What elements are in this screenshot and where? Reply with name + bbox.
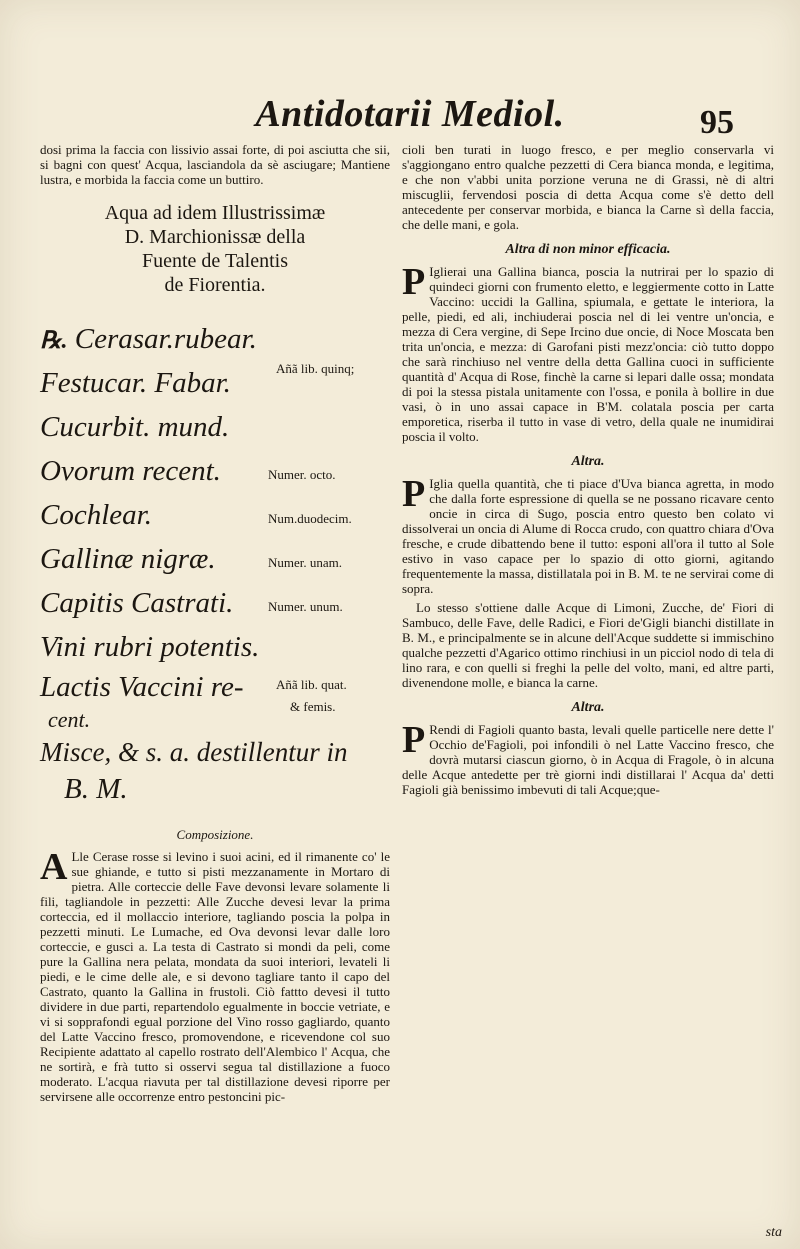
ingredient-quantity: Numer. unam.	[268, 555, 343, 570]
drop-cap: P	[402, 473, 426, 515]
ingredient-row	[40, 455, 390, 499]
right-column	[402, 142, 774, 801]
composition-paragraph: A Lle Cerase rosse si levino i suoi acini, ed il rimanente co' le sue ghiande, e tutto si pisti mezzanamente in Mortaro di pietra. Alle corteccie delle Fave devonsi levare solamente li fili, tagliandole in pezzetti: Alle Zucche devesi levar la prima corteccia, ed il mollaccio interiore, tagliando poscia la polpa in pezzetti minuti. Le Lumache, ed Ova devonsi levar dalle loro corteccie, e gusci a. La testa di Castrato si mondi da peli, come pure la Gallina nera pelata, mondata da suoi interiori, levateli li piedi, e le cime delle ale, e si devono tagliare tanto il capo del Castrato, quanto la Gallina in frustoli. Ciò fattto devesi il tutto dividere in due parti, repartendolo egualmente in boccie vetriate, e vi si sopprafondi egual porzione del Vino rosso gagliardo, quanto del Latte Vaccino fresco, promovendone, e ricevendone col suo Recipiente adattato al capello rostrato dell'Alembico l' Acqua, che ne sortirà, e frà tutto si osservi segua tal distillazione a fuoco moderato. L'acqua riavuta per tal distillazione devesi riporre per servirsene alle occorrenze entro pestoncini pic-	[40, 846, 390, 1104]
ingredient-name: Festucar. Fabar.	[40, 367, 231, 399]
recipe-paragraph: P Rendi di Fagioli quanto basta, levali quelle particelle nere dette l' Occhio de'Fagioli, poi infondili ò nel Latte Vaccino fresco, che dovrà mutarsi ciascun giorno, ò in Acqua di Fragole, ò in alcuna delle Acque antedette per trè giorni indi distillarai l' Acqua da' detti Fagioli già benissimo imbevuti di tali Acque;que-	[402, 719, 774, 797]
ingredient-name: Vini rubri potentis.	[40, 631, 260, 663]
drop-cap: A	[40, 846, 68, 888]
running-title: Antidotarii Mediol.	[255, 93, 565, 135]
ingredient-row	[40, 671, 390, 707]
section-heading: Altra di non minor efficacia.	[505, 242, 671, 257]
ingredient-quantity: Añã lib. quinq;	[276, 361, 355, 376]
recipe-paragraph: P Iglierai una Gallina bianca, poscia la nutrirai per lo spazio di quindeci giorni con frumento eletto, e leggiermente cotto in Latte Vaccino: uccidi la Gallina, spiumala, e gettate le interiora, la pelle, piedi, ed ali, inchiuderai poscia nel di lei ventre un'oncia, e mezza di Cera vergine, di Sepe Ircino due oncie, di Noce Moscata ben trita un'oncia, e mezza: di Garofani pisti mezz'oncia: ciò tutto doppo che sarà rinchiuso nel ventre della detta Gallina cuoci in sufficiente quantità d' Acqua di Rose, finchè la carne si lepari dalle ossa; mondata di poi la stessa pistala unitamente con l'ossa, e ponila à bollire in due vasi, ò in uno assai capace in B'M. colatala poscia per carta emporetica, riserba il tutto in vase di vetro, della quale ne inumidirai poscia il volto.	[402, 261, 774, 444]
recipe-title-line: de Fiorentia.	[164, 274, 266, 296]
recipe-paragraph: Lo stesso s'ottiene dalle Acque di Limoni, Zucche, de' Fiori di Sambuco, delle Fave, delle Radici, e Fiori de'Gigli bianchi distillate in B. M., e principalmente se in alcune dell'Acque suddette si immischino qualche pezzetti d'Agarico ottimo rinchiusi in un picciol nodo di tela di lino rara, e con quelli si freghi la pelle del volto, mani, ed altre parti, divenendone molle, e bianca la carne.	[402, 600, 774, 690]
section-heading: Altra.	[571, 700, 605, 715]
ingredient-name: Misce, & s. a. destillentur in	[40, 737, 348, 767]
drop-cap: P	[402, 261, 426, 303]
ingredient-name: Lactis Vaccini re-	[40, 671, 244, 703]
left-column	[40, 142, 390, 1108]
catchword: sta	[765, 1225, 782, 1240]
ingredient-row	[40, 543, 390, 587]
ingredient-name: Cochlear.	[40, 499, 152, 531]
ingredient-name: Capitis Castrati.	[40, 587, 234, 619]
ingredient-row	[40, 631, 390, 671]
ingredient-row	[40, 411, 390, 455]
ingredient-row	[40, 587, 390, 631]
recipe-paragraph: P Iglia quella quantità, che ti piace d'Uva bianca agretta, in modo che dalla forte espressione di quella se ne possano ricavare cento oncie in circa di Sugo, poscia entro questo ben colato vi dissolverai un oncia di Alume di Rocca crudo, con quattro chiara d'Ova fresche, e crude dibattendo bene il tutto: esponi all'ora il tutto al Sole estivo in vaso capace per lo spazio di otto giorni, agitando frequentemente la massa, distillatala poi in B. M. te ne servirai come di sopra.	[402, 473, 774, 596]
ingredient-row	[40, 499, 390, 543]
ingredient-row	[40, 699, 390, 737]
ingredient-quantity: & femis.	[290, 699, 336, 714]
ingredient-name: Ovorum recent.	[40, 455, 221, 487]
ingredient-list	[40, 323, 390, 807]
ingredient-quantity: Numer. octo.	[268, 467, 336, 482]
recipe-title-line: D. Marchionissæ della	[124, 226, 306, 248]
ingredient-quantity: Añã lib. quat.	[276, 677, 347, 692]
ingredient-quantity: Numer. unum.	[268, 599, 343, 614]
drop-cap: P	[402, 719, 426, 761]
left-opening-paragraph: dosi prima la faccia con lissivio assai forte, di poi asciutta che sii, si bagni con quest' Acqua, lasciandola da sè asciugare; Mantiene lustra, e morbida la faccia come un buttiro.	[40, 142, 390, 187]
recipe-title	[40, 201, 390, 297]
ingredient-row	[40, 773, 390, 807]
ingredient-quantity: Num.duodecim.	[268, 511, 352, 526]
ingredient-row	[40, 737, 390, 773]
recipe-sign: ℞.	[40, 328, 68, 354]
right-opening-paragraph: cioli ben turati in luogo fresco, e per meglio conservarla vi s'aggiongano entro qualche pezzetti di Cera bianca monda, e legitima, e che non v'abbi unita porzione veruna ne di Grassi, nè di altri miscuglii, fervendosi poscia di detta Acqua come s'è detto dell antecedente per conservar morbida, e bianca la Carne sì della faccia, che delle mani, e gola.	[402, 142, 774, 232]
ingredient-name: Gallinæ nigræ.	[40, 543, 216, 575]
recipe-title-line: Fuente de Talentis	[142, 250, 288, 272]
page-number: 95	[700, 104, 734, 141]
section-heading: Altra.	[571, 454, 605, 469]
composition-heading: Composizione.	[176, 827, 254, 842]
ingredient-name: Cucurbit. mund.	[40, 411, 230, 443]
ingredient-name: B. M.	[64, 773, 128, 805]
recipe-title-line: Aqua ad idem Illustrissimæ	[104, 202, 326, 224]
ingredient-name: ℞. Cerasar.rubear.	[40, 323, 257, 355]
ingredient-name: cent.	[48, 707, 91, 732]
ingredient-row	[40, 361, 390, 411]
